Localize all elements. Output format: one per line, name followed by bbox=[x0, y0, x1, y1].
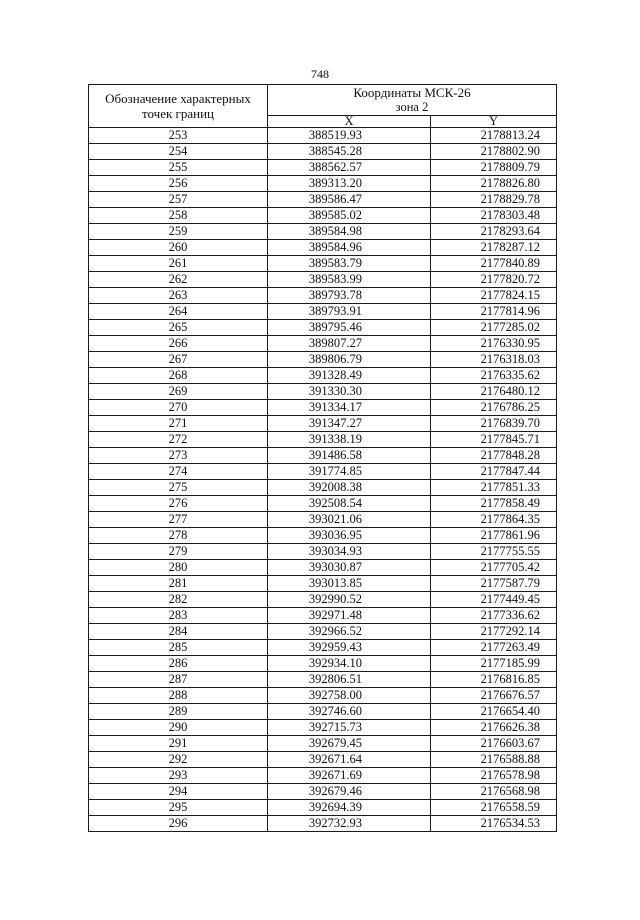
x-coordinate-cell: 392715.73 bbox=[268, 720, 431, 736]
point-id-cell: 268 bbox=[89, 368, 268, 384]
y-coordinate-cell: 2176626.38 bbox=[431, 720, 557, 736]
point-id-cell: 289 bbox=[89, 704, 268, 720]
y-coordinate-cell: 2176786.25 bbox=[431, 400, 557, 416]
x-coordinate-cell: 392671.64 bbox=[268, 752, 431, 768]
y-coordinate-cell: 2177185.99 bbox=[431, 656, 557, 672]
x-coordinate-cell: 392990.52 bbox=[268, 592, 431, 608]
x-coordinate-cell: 393030.87 bbox=[268, 560, 431, 576]
x-coordinate-cell: 389583.99 bbox=[268, 272, 431, 288]
table-row bbox=[89, 272, 557, 288]
point-id-cell: 275 bbox=[89, 480, 268, 496]
y-coordinate-cell: 2177755.55 bbox=[431, 544, 557, 560]
x-coordinate-cell: 392508.54 bbox=[268, 496, 431, 512]
table-row bbox=[89, 384, 557, 400]
table-row bbox=[89, 224, 557, 240]
y-coordinate-cell: 2177292.14 bbox=[431, 624, 557, 640]
table-row bbox=[89, 448, 557, 464]
table-row bbox=[89, 544, 557, 560]
point-id-cell: 260 bbox=[89, 240, 268, 256]
x-coordinate-cell: 392732.93 bbox=[268, 816, 431, 832]
table-row bbox=[89, 416, 557, 432]
table-row bbox=[89, 160, 557, 176]
x-coordinate-cell: 388545.28 bbox=[268, 144, 431, 160]
y-coordinate-cell: 2176654.40 bbox=[431, 704, 557, 720]
table-row bbox=[89, 336, 557, 352]
point-id-cell: 263 bbox=[89, 288, 268, 304]
x-coordinate-cell: 392008.38 bbox=[268, 480, 431, 496]
point-id-cell: 283 bbox=[89, 608, 268, 624]
point-id-cell: 286 bbox=[89, 656, 268, 672]
table-row bbox=[89, 816, 557, 832]
point-id-cell: 267 bbox=[89, 352, 268, 368]
x-coordinate-cell: 392806.51 bbox=[268, 672, 431, 688]
point-id-cell: 274 bbox=[89, 464, 268, 480]
x-coordinate-cell: 392679.46 bbox=[268, 784, 431, 800]
table-row bbox=[89, 144, 557, 160]
y-coordinate-cell: 2176578.98 bbox=[431, 768, 557, 784]
table-row bbox=[89, 304, 557, 320]
x-coordinate-cell: 388519.93 bbox=[268, 128, 431, 144]
x-coordinate-cell: 392758.00 bbox=[268, 688, 431, 704]
x-coordinate-cell: 389583.79 bbox=[268, 256, 431, 272]
table-row bbox=[89, 464, 557, 480]
point-id-cell: 287 bbox=[89, 672, 268, 688]
y-column-header: Y bbox=[431, 116, 557, 128]
x-coordinate-cell: 391486.58 bbox=[268, 448, 431, 464]
table-row bbox=[89, 672, 557, 688]
y-coordinate-cell: 2177587.79 bbox=[431, 576, 557, 592]
y-coordinate-cell: 2178293.64 bbox=[431, 224, 557, 240]
table-row bbox=[89, 192, 557, 208]
table-row bbox=[89, 624, 557, 640]
table-row bbox=[89, 576, 557, 592]
x-coordinate-cell: 392959.43 bbox=[268, 640, 431, 656]
y-coordinate-cell: 2177820.72 bbox=[431, 272, 557, 288]
y-coordinate-cell: 2177858.49 bbox=[431, 496, 557, 512]
point-id-cell: 279 bbox=[89, 544, 268, 560]
x-coordinate-cell: 389584.98 bbox=[268, 224, 431, 240]
y-coordinate-cell: 2176480.12 bbox=[431, 384, 557, 400]
coordinates-title: Координаты МСК-26 bbox=[353, 85, 471, 100]
x-coordinate-cell: 389807.27 bbox=[268, 336, 431, 352]
x-coordinate-cell: 393034.93 bbox=[268, 544, 431, 560]
table-row bbox=[89, 800, 557, 816]
table-row bbox=[89, 368, 557, 384]
x-coordinate-cell: 393013.85 bbox=[268, 576, 431, 592]
table-row bbox=[89, 560, 557, 576]
table-row bbox=[89, 720, 557, 736]
y-coordinate-cell: 2178303.48 bbox=[431, 208, 557, 224]
table-row bbox=[89, 528, 557, 544]
y-coordinate-cell: 2176318.03 bbox=[431, 352, 557, 368]
y-coordinate-cell: 2177336.62 bbox=[431, 608, 557, 624]
x-coordinate-cell: 391330.30 bbox=[268, 384, 431, 400]
y-coordinate-cell: 2177263.49 bbox=[431, 640, 557, 656]
zone-label: зона 2 bbox=[395, 100, 429, 114]
y-coordinate-cell: 2177705.42 bbox=[431, 560, 557, 576]
y-coordinate-cell: 2176588.88 bbox=[431, 752, 557, 768]
table-row bbox=[89, 352, 557, 368]
x-coordinate-cell: 391334.17 bbox=[268, 400, 431, 416]
point-id-cell: 271 bbox=[89, 416, 268, 432]
table-row bbox=[89, 512, 557, 528]
point-id-cell: 255 bbox=[89, 160, 268, 176]
x-coordinate-cell: 392966.52 bbox=[268, 624, 431, 640]
point-id-cell: 261 bbox=[89, 256, 268, 272]
y-coordinate-cell: 2177285.02 bbox=[431, 320, 557, 336]
table-row bbox=[89, 240, 557, 256]
x-coordinate-cell: 391347.27 bbox=[268, 416, 431, 432]
x-coordinate-cell: 389795.46 bbox=[268, 320, 431, 336]
x-coordinate-cell: 393036.95 bbox=[268, 528, 431, 544]
x-coordinate-cell: 389793.78 bbox=[268, 288, 431, 304]
table-body bbox=[89, 128, 557, 832]
point-id-cell: 266 bbox=[89, 336, 268, 352]
y-coordinate-cell: 2177824.15 bbox=[431, 288, 557, 304]
point-id-cell: 277 bbox=[89, 512, 268, 528]
y-coordinate-cell: 2177845.71 bbox=[431, 432, 557, 448]
y-coordinate-cell: 2176816.85 bbox=[431, 672, 557, 688]
table-row bbox=[89, 288, 557, 304]
y-coordinate-cell: 2176534.53 bbox=[431, 816, 557, 832]
table-row bbox=[89, 208, 557, 224]
y-coordinate-cell: 2176568.98 bbox=[431, 784, 557, 800]
x-coordinate-cell: 392694.39 bbox=[268, 800, 431, 816]
y-coordinate-cell: 2177851.33 bbox=[431, 480, 557, 496]
y-coordinate-cell: 2177864.35 bbox=[431, 512, 557, 528]
y-coordinate-cell: 2177814.96 bbox=[431, 304, 557, 320]
page-number: 748 bbox=[311, 67, 329, 81]
x-coordinate-cell: 391328.49 bbox=[268, 368, 431, 384]
point-id-cell: 276 bbox=[89, 496, 268, 512]
x-coordinate-cell: 392671.69 bbox=[268, 768, 431, 784]
x-coordinate-cell: 389793.91 bbox=[268, 304, 431, 320]
table-row bbox=[89, 736, 557, 752]
table-row bbox=[89, 640, 557, 656]
x-coordinate-cell: 389806.79 bbox=[268, 352, 431, 368]
x-coordinate-cell: 392746.60 bbox=[268, 704, 431, 720]
point-id-cell: 282 bbox=[89, 592, 268, 608]
point-id-cell: 285 bbox=[89, 640, 268, 656]
point-id-cell: 264 bbox=[89, 304, 268, 320]
point-id-cell: 294 bbox=[89, 784, 268, 800]
x-coordinate-cell: 389585.02 bbox=[268, 208, 431, 224]
point-id-cell: 270 bbox=[89, 400, 268, 416]
y-coordinate-cell: 2178813.24 bbox=[431, 128, 557, 144]
table-row bbox=[89, 768, 557, 784]
y-coordinate-cell: 2177861.96 bbox=[431, 528, 557, 544]
point-id-cell: 296 bbox=[89, 816, 268, 832]
point-id-cell: 284 bbox=[89, 624, 268, 640]
y-coordinate-cell: 2178826.80 bbox=[431, 176, 557, 192]
point-id-cell: 292 bbox=[89, 752, 268, 768]
x-coordinate-cell: 392934.10 bbox=[268, 656, 431, 672]
table-row bbox=[89, 656, 557, 672]
point-id-cell: 293 bbox=[89, 768, 268, 784]
x-coordinate-cell: 393021.06 bbox=[268, 512, 431, 528]
point-id-cell: 262 bbox=[89, 272, 268, 288]
point-id-cell: 288 bbox=[89, 688, 268, 704]
x-coordinate-cell: 392971.48 bbox=[268, 608, 431, 624]
point-id-cell: 295 bbox=[89, 800, 268, 816]
point-id-cell: 291 bbox=[89, 736, 268, 752]
x-coordinate-cell: 388562.57 bbox=[268, 160, 431, 176]
table-row bbox=[89, 128, 557, 144]
y-coordinate-cell: 2177449.45 bbox=[431, 592, 557, 608]
y-coordinate-cell: 2178287.12 bbox=[431, 240, 557, 256]
point-id-cell: 281 bbox=[89, 576, 268, 592]
table-row bbox=[89, 784, 557, 800]
table-row bbox=[89, 688, 557, 704]
y-coordinate-cell: 2177847.44 bbox=[431, 464, 557, 480]
x-coordinate-cell: 389584.96 bbox=[268, 240, 431, 256]
table-row bbox=[89, 752, 557, 768]
y-coordinate-cell: 2177840.89 bbox=[431, 256, 557, 272]
y-coordinate-cell: 2176335.62 bbox=[431, 368, 557, 384]
x-coordinate-cell: 391774.85 bbox=[268, 464, 431, 480]
x-column-header: X bbox=[268, 116, 431, 128]
coordinates-table bbox=[88, 84, 557, 832]
y-coordinate-cell: 2176839.70 bbox=[431, 416, 557, 432]
point-id-cell: 280 bbox=[89, 560, 268, 576]
point-id-cell: 265 bbox=[89, 320, 268, 336]
y-coordinate-cell: 2177848.28 bbox=[431, 448, 557, 464]
y-coordinate-cell: 2176603.67 bbox=[431, 736, 557, 752]
point-column-header: Обозначение характерных точек границ bbox=[89, 85, 268, 128]
table-row bbox=[89, 400, 557, 416]
y-coordinate-cell: 2178809.79 bbox=[431, 160, 557, 176]
point-id-cell: 258 bbox=[89, 208, 268, 224]
table-row bbox=[89, 496, 557, 512]
table-row bbox=[89, 704, 557, 720]
y-coordinate-cell: 2176558.59 bbox=[431, 800, 557, 816]
table-row bbox=[89, 480, 557, 496]
y-coordinate-cell: 2178802.90 bbox=[431, 144, 557, 160]
coordinates-header bbox=[268, 85, 557, 116]
x-coordinate-cell: 389313.20 bbox=[268, 176, 431, 192]
table-row bbox=[89, 256, 557, 272]
table-row bbox=[89, 432, 557, 448]
table-row bbox=[89, 320, 557, 336]
point-id-cell: 272 bbox=[89, 432, 268, 448]
table-row bbox=[89, 592, 557, 608]
x-coordinate-cell: 391338.19 bbox=[268, 432, 431, 448]
point-id-cell: 269 bbox=[89, 384, 268, 400]
table-row bbox=[89, 608, 557, 624]
y-coordinate-cell: 2176330.95 bbox=[431, 336, 557, 352]
point-id-cell: 273 bbox=[89, 448, 268, 464]
point-id-cell: 259 bbox=[89, 224, 268, 240]
point-id-cell: 256 bbox=[89, 176, 268, 192]
table-row bbox=[89, 176, 557, 192]
point-id-cell: 278 bbox=[89, 528, 268, 544]
y-coordinate-cell: 2178829.78 bbox=[431, 192, 557, 208]
point-id-cell: 254 bbox=[89, 144, 268, 160]
y-coordinate-cell: 2176676.57 bbox=[431, 688, 557, 704]
point-id-cell: 257 bbox=[89, 192, 268, 208]
x-coordinate-cell: 389586.47 bbox=[268, 192, 431, 208]
point-id-cell: 253 bbox=[89, 128, 268, 144]
x-coordinate-cell: 392679.45 bbox=[268, 736, 431, 752]
point-id-cell: 290 bbox=[89, 720, 268, 736]
